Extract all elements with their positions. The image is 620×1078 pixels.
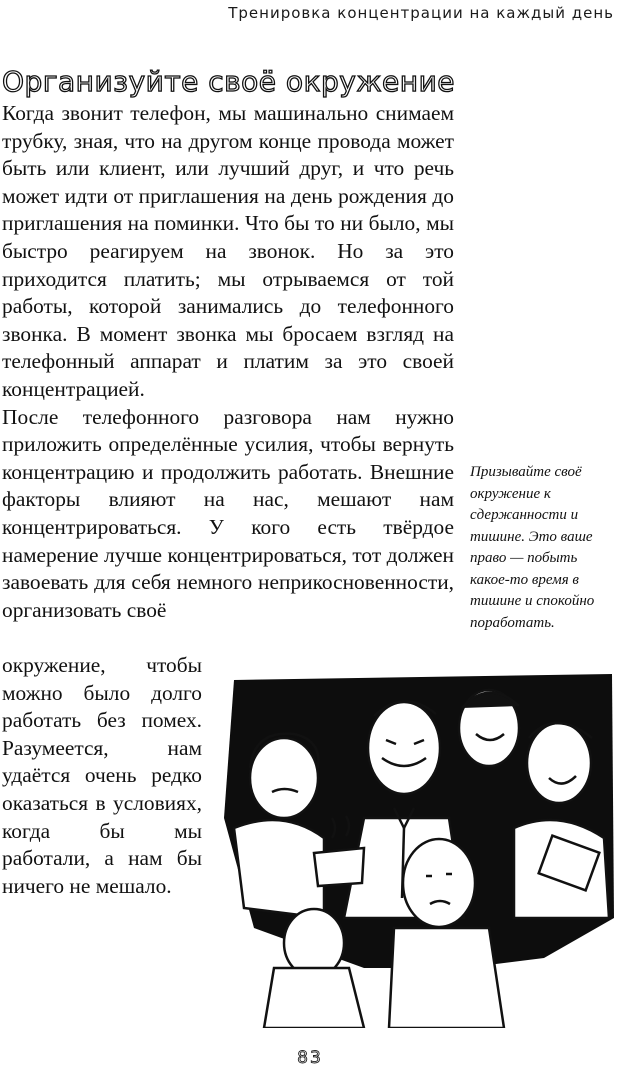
paragraph-continuation: окружение, чтобы можно было долго работать без помех. Разумеется, нам удаётся очень редко оказаться в условиях, когда бы мы работали, а нам бы ничего не мешало.: [2, 653, 202, 898]
running-header: Тренировка концентрации на каждый день: [228, 4, 614, 22]
section-title: Организуйте своё окружение: [2, 64, 456, 98]
main-text: [2, 100, 454, 624]
paragraph: Когда звонит телефон, мы машинально снимаем трубку, зная, что на другом конце провода может быть или клиент, или лучший друг, и что речь может идти от приглашения на день рождения до приглашения на поминки. Что бы то ни было, мы быстро реагируем на звонок. Но за это приходится платить; мы отрываемся от той работы, которой занимались до телефонного звонка. В момент звонка мы бросаем взгляд на телефонный аппарат и платим за это своей концентрацией.: [2, 101, 454, 401]
figure-man-right: [459, 690, 519, 766]
margin-note: Призывайте своё окружение к сдержанности и тишине. Это ваше право — побыть какое-то время в тишине и спокойно поработать.: [470, 464, 595, 631]
cartoon-illustration: [214, 668, 616, 1028]
page-number: 83: [297, 1048, 323, 1068]
paragraph: После телефонного разговора нам нужно приложить определённые усилия, чтобы вернуть концентрацию и продолжить работать. Внешние факторы влияют на нас, мешают нам концентрироваться. У кого есть твёрдое намерение лучше концентрироваться, тот должен завоевать для себя немного неприкосновенности, организовать своё: [2, 404, 454, 622]
